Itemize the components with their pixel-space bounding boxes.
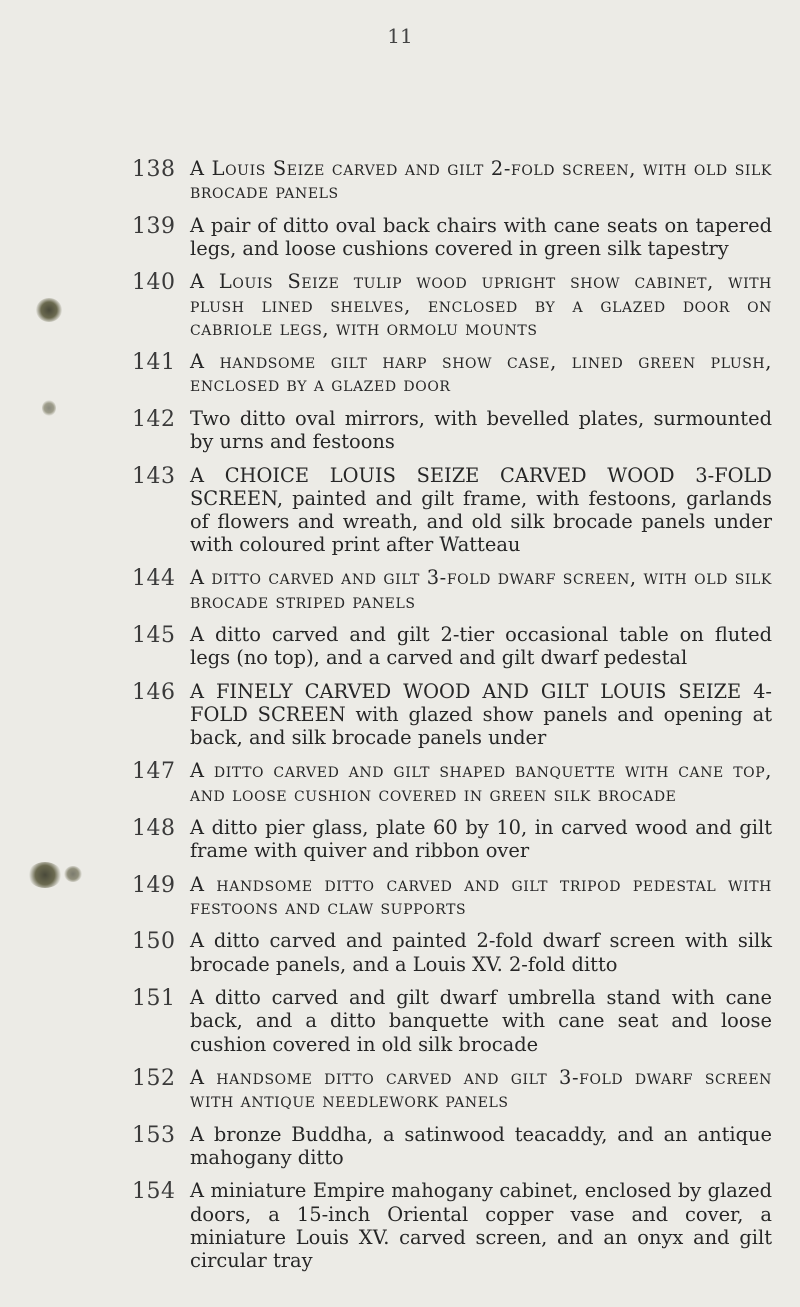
lot-number: 147 xyxy=(132,759,176,785)
lot-number: 141 xyxy=(132,350,176,376)
lot-number: 146 xyxy=(132,679,176,705)
lot-description: A handsome gilt harp show case, lined green plush, enclosed by a glazed door xyxy=(190,350,772,397)
lot-number: 143 xyxy=(132,463,176,489)
lot-number: 150 xyxy=(132,929,176,955)
lot-number: 144 xyxy=(132,566,176,592)
lot-number: 153 xyxy=(132,1122,176,1148)
page-number: 11 xyxy=(387,24,413,48)
lot-description: A handsome ditto carved and gilt 3-fold dwarf screen with antique needlework panels xyxy=(190,1065,772,1113)
lot-number: 140 xyxy=(132,270,176,296)
lot-number: 149 xyxy=(132,872,176,898)
lot-description: A Louis Seize carved and gilt 2-fold screen, with old silk brocade panels xyxy=(190,156,772,204)
lot-number: 151 xyxy=(132,986,176,1012)
lot-description: A ditto pier glass, plate 60 by 10, in carved wood and gilt frame with quiver and ribbon over xyxy=(190,816,772,863)
stain-mark xyxy=(28,862,62,888)
lot-description: A ditto carved and gilt dwarf umbrella stand with cane back, and a ditto banquette with cane seat and loose cushion covered in old silk brocade xyxy=(190,986,772,1056)
lot-description: A ditto carved and gilt shaped banquette with cane top, and loose cushion covered in green silk brocade xyxy=(190,759,772,806)
lot-description: Two ditto oval mirrors, with bevelled plates, surmounted by urns and festoons xyxy=(190,406,772,454)
lot-number: 154 xyxy=(132,1179,176,1205)
lot-description: A Louis Seize tulip wood upright show cabinet, with plush lined shelves, enclosed by a glazed door on cabriole legs, with ormolu mounts xyxy=(190,270,772,340)
lot-number: 138 xyxy=(132,156,176,182)
lot-number: 139 xyxy=(132,213,176,239)
stain-mark xyxy=(42,400,56,416)
lot-description: A handsome ditto carved and gilt tripod pedestal with festoons and claw supports xyxy=(190,872,772,920)
lot-description: A miniature Empire mahogany cabinet, enclosed by glazed doors, a 15-inch Oriental copper vase and cover, a miniature Louis XV. carved screen, and an onyx and gilt circular tray xyxy=(190,1179,772,1273)
lot-description: A pair of ditto oval back chairs with cane seats on tapered legs, and loose cushions covered in green silk tapestry xyxy=(190,213,772,260)
stain-mark xyxy=(64,866,82,882)
lot-description: A ditto carved and gilt 2-tier occasional table on fluted legs (no top), and a carved and gilt dwarf pedestal xyxy=(190,622,772,670)
lot-number: 142 xyxy=(132,406,176,432)
lot-number: 148 xyxy=(132,816,176,842)
lot-description: A ditto carved and gilt 3-fold dwarf screen, with old silk brocade striped panels xyxy=(190,566,772,613)
lot-number: 152 xyxy=(132,1065,176,1091)
lot-number: 145 xyxy=(132,622,176,648)
lot-description: A bronze Buddha, a satinwood teacaddy, and an antique mahogany ditto xyxy=(190,1122,772,1169)
lot-description: A CHOICE LOUIS SEIZE CARVED WOOD 3-FOLD SCREEN, painted and gilt frame, with festoons, garlands of flowers and wreath, and old silk brocade panels under with coloured print after Watteau xyxy=(190,463,772,557)
lot-description: A ditto carved and painted 2-fold dwarf screen with silk brocade panels, and a Louis XV. 2-fold ditto xyxy=(190,929,772,976)
stain-mark xyxy=(36,298,62,322)
lot-description: A FINELY CARVED WOOD AND GILT LOUIS SEIZE 4-FOLD SCREEN with glazed show panels and opening at back, and silk brocade panels under xyxy=(190,679,772,750)
